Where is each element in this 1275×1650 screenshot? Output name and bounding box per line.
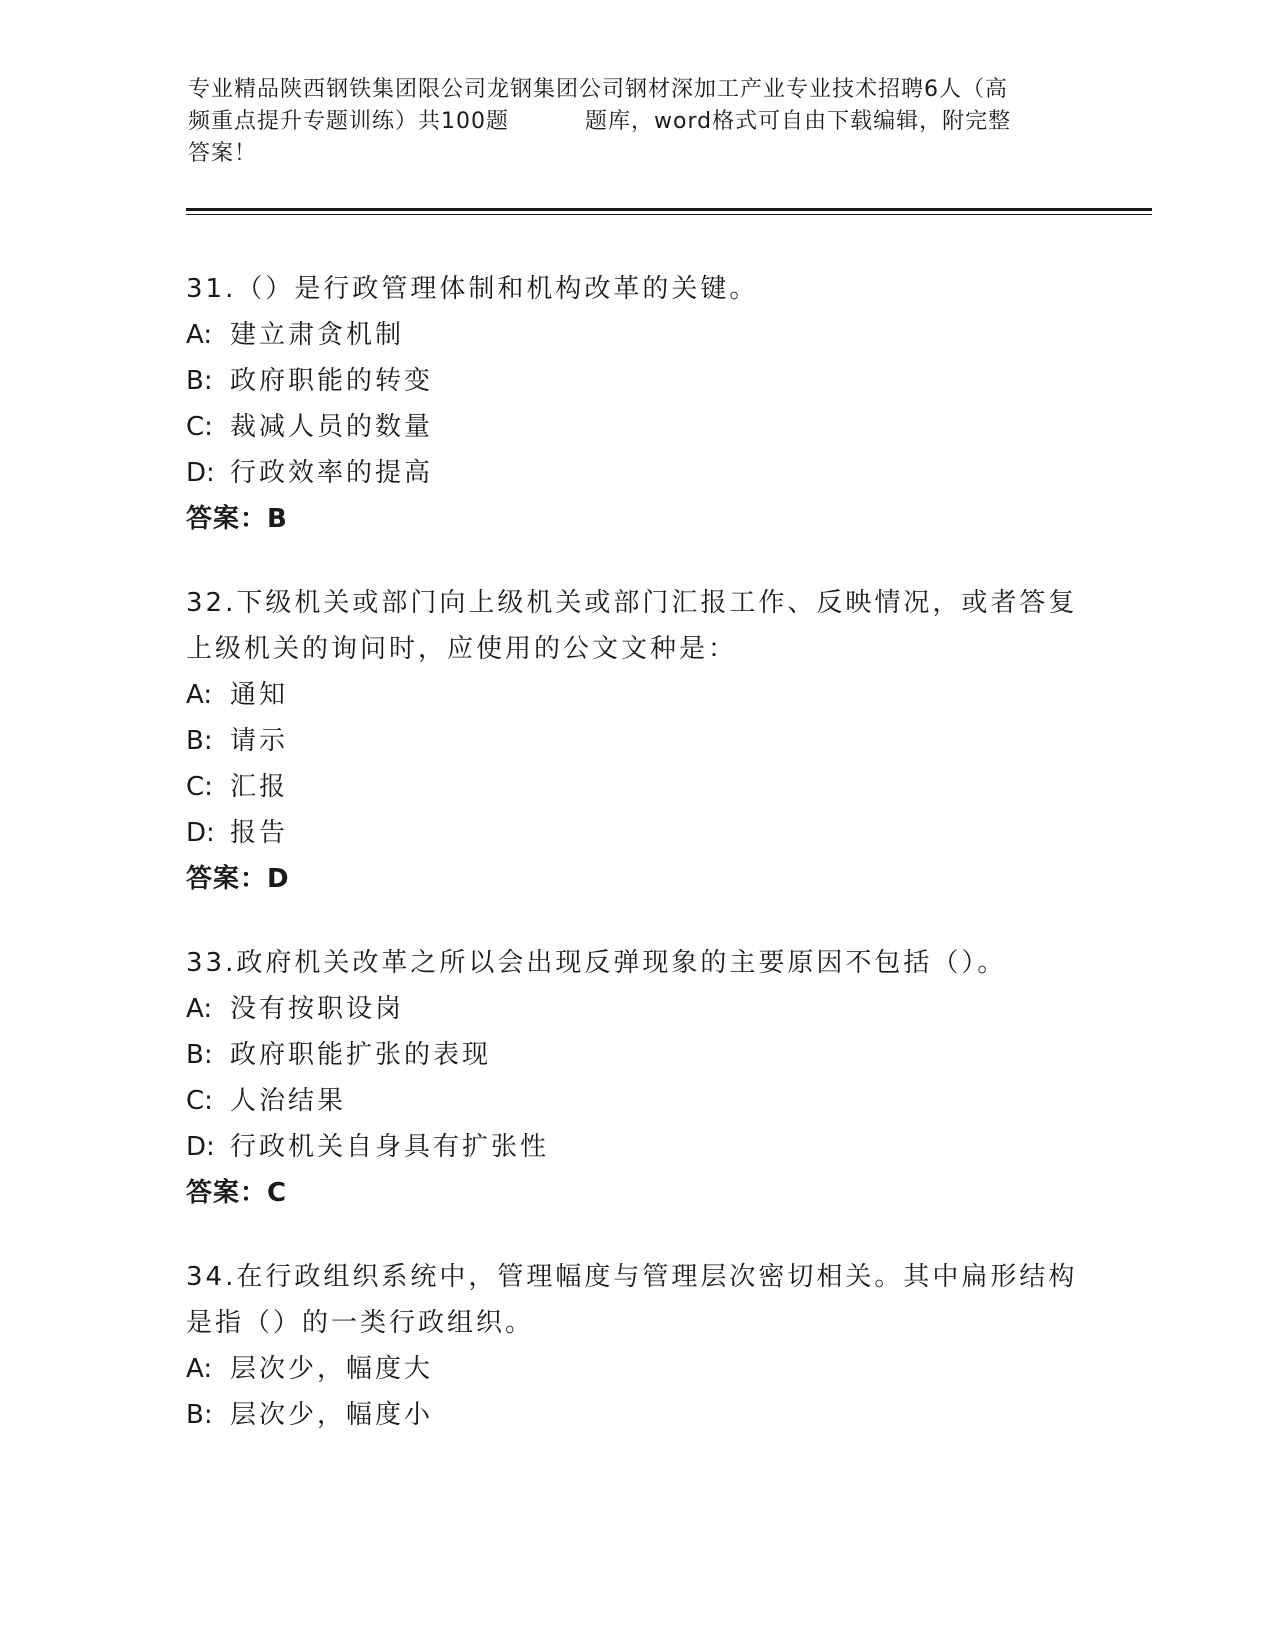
question-text: 33.政府机关改革之所以会出现反弹现象的主要原因不包括（）。 xyxy=(186,948,1007,978)
document-header xyxy=(188,74,1088,170)
option-letter: A: xyxy=(186,680,213,710)
question-text: 32.下级机关或部门向上级机关或部门汇报工作、反映情况，或者答复 xyxy=(186,588,1078,618)
answer-label: 答案：B xyxy=(186,504,288,534)
option-text: 行政效率的提高 xyxy=(230,458,434,488)
option-text: 政府职能扩张的表现 xyxy=(230,1040,492,1070)
option-b xyxy=(186,1032,1086,1078)
option-text: 层次少，幅度大 xyxy=(230,1354,434,1384)
option-letter: D: xyxy=(186,818,215,848)
option-c xyxy=(186,1078,1086,1124)
option-a xyxy=(186,672,1086,718)
header-line-2 xyxy=(188,106,1088,138)
header-divider-thin xyxy=(186,214,1152,215)
option-a xyxy=(186,312,1086,358)
option-letter: C: xyxy=(186,772,213,802)
question-32 xyxy=(186,580,1086,902)
option-text: 层次少，幅度小 xyxy=(230,1400,434,1430)
question-34 xyxy=(186,1254,1086,1438)
header-line-2a: 频重点提升专题训练）共100题 xyxy=(188,109,509,134)
option-letter: B: xyxy=(186,1400,213,1430)
option-letter: C: xyxy=(186,412,213,442)
option-text: 行政机关自身具有扩张性 xyxy=(230,1132,550,1162)
option-text: 人治结果 xyxy=(230,1086,347,1116)
option-letter: A: xyxy=(186,1354,213,1384)
option-b xyxy=(186,718,1086,764)
question-31 xyxy=(186,266,1086,542)
option-text: 没有按职设岗 xyxy=(230,994,405,1024)
option-text: 请示 xyxy=(230,726,289,756)
question-text-continued: 上级机关的询问时，应使用的公文文种是： xyxy=(186,634,738,664)
question-text: 31.（）是行政管理体制和机构改革的关键。 xyxy=(186,274,759,304)
question-text-continued: 是指（）的一类行政组织。 xyxy=(186,1308,535,1338)
option-letter: B: xyxy=(186,366,213,396)
option-text: 通知 xyxy=(230,680,289,710)
option-c xyxy=(186,764,1086,810)
header-divider-thick xyxy=(186,208,1152,211)
option-d xyxy=(186,810,1086,856)
option-b xyxy=(186,358,1086,404)
option-a xyxy=(186,986,1086,1032)
header-line-3: 答案！ xyxy=(188,141,258,166)
option-letter: A: xyxy=(186,320,213,350)
question-33 xyxy=(186,940,1086,1216)
option-b xyxy=(186,1392,1086,1438)
option-letter: D: xyxy=(186,1132,215,1162)
option-text: 建立肃贪机制 xyxy=(230,320,405,350)
option-d xyxy=(186,1124,1086,1170)
option-text: 报告 xyxy=(230,818,289,848)
option-text: 汇报 xyxy=(230,772,289,802)
option-letter: C: xyxy=(186,1086,213,1116)
header-line-1: 专业精品陕西钢铁集团限公司龙钢集团公司钢材深加工产业专业技术招聘6人（高 xyxy=(188,77,1008,102)
option-text: 政府职能的转变 xyxy=(230,366,434,396)
header-line-2b: 题库，word格式可自由下载编辑，附完整 xyxy=(585,109,1012,134)
answer-label: 答案：D xyxy=(186,864,290,894)
option-letter: B: xyxy=(186,1040,213,1070)
answer-label: 答案：C xyxy=(186,1178,288,1208)
option-a xyxy=(186,1346,1086,1392)
question-list xyxy=(186,266,1086,1476)
option-letter: B: xyxy=(186,726,213,756)
option-text: 裁减人员的数量 xyxy=(230,412,434,442)
question-text: 34.在行政组织系统中，管理幅度与管理层次密切相关。其中扁形结构 xyxy=(186,1262,1078,1292)
option-d xyxy=(186,450,1086,496)
option-letter: D: xyxy=(186,458,215,488)
option-c xyxy=(186,404,1086,450)
option-letter: A: xyxy=(186,994,213,1024)
